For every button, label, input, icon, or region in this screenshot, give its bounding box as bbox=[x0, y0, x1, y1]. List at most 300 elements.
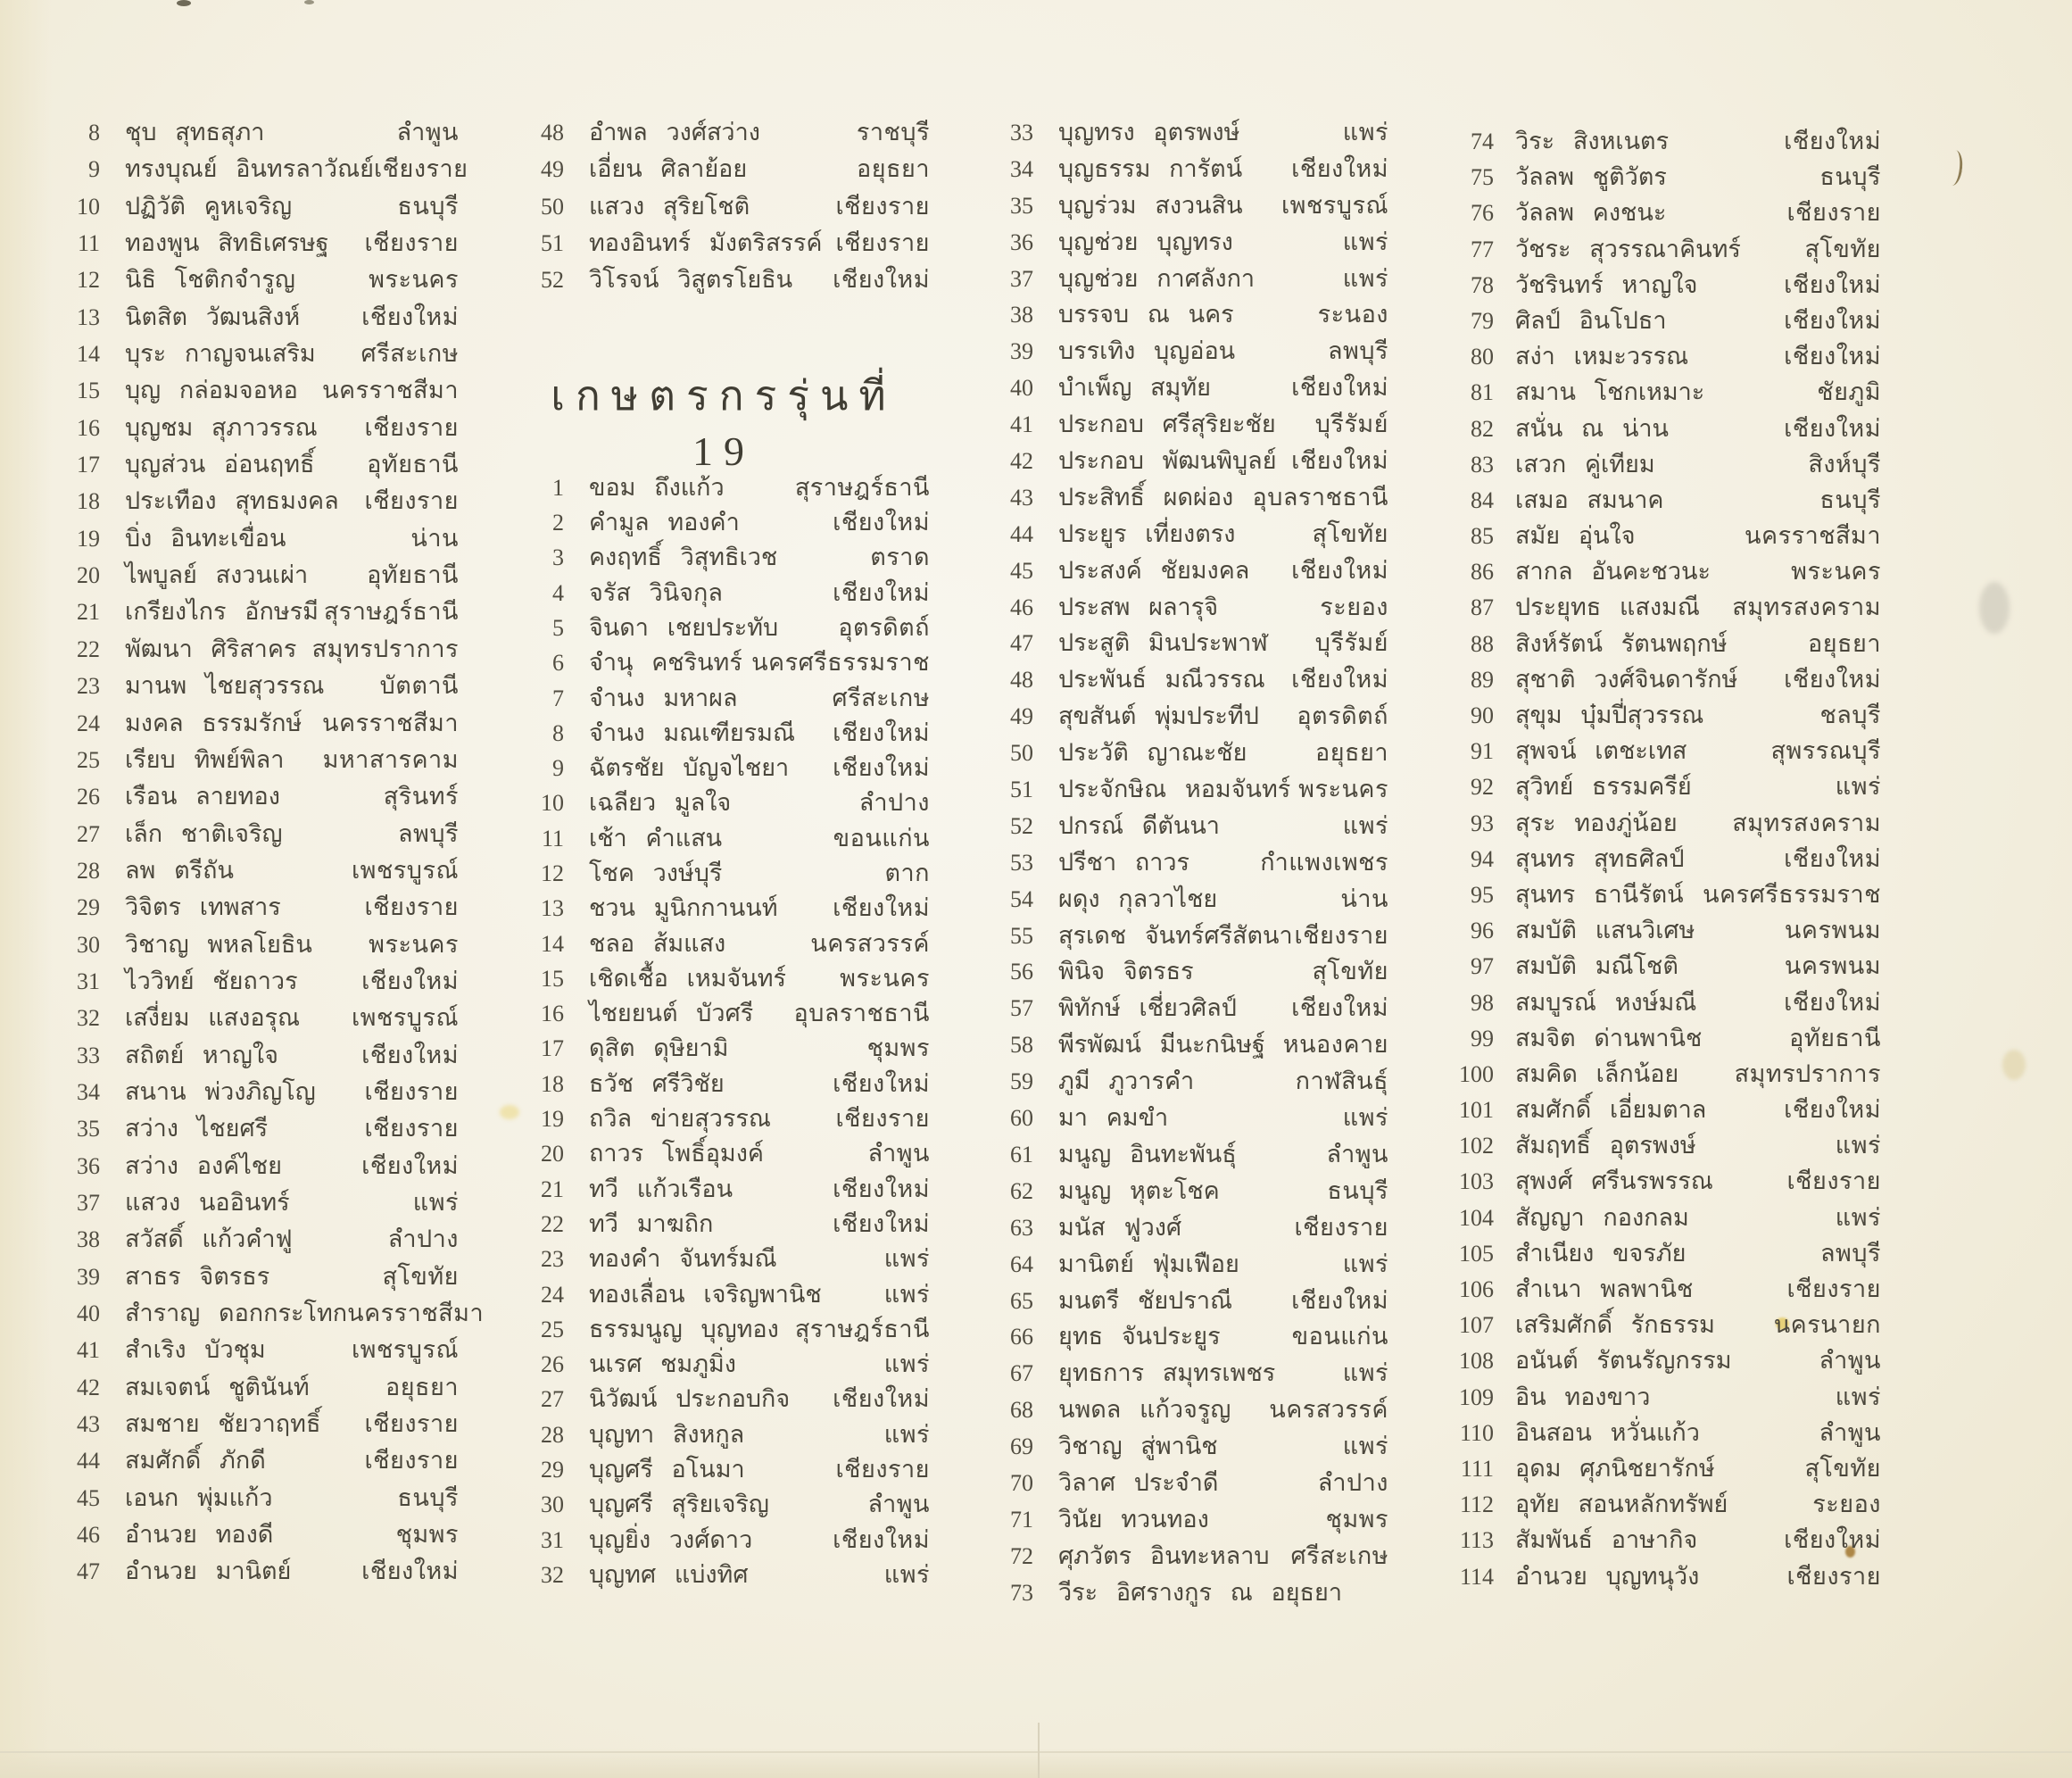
entry-number: 46 bbox=[1010, 594, 1033, 620]
list-item bbox=[980, 1574, 1388, 1611]
entry-name: ลพ ตรีถัน bbox=[125, 856, 234, 884]
list-item bbox=[1444, 231, 1881, 267]
entry-name: ชลอ ส้มแสง bbox=[589, 929, 726, 957]
entry-province: สมุทรสงคราม bbox=[1732, 594, 1881, 621]
entry-province: นครศรีธรรมราช bbox=[1703, 880, 1881, 908]
entry-name: ทวี มาฆถิก bbox=[589, 1209, 714, 1237]
entry-number: 2 bbox=[552, 510, 564, 536]
list-item bbox=[1444, 374, 1881, 410]
list-item bbox=[980, 261, 1388, 297]
entry-province: ราชบุรี bbox=[856, 119, 930, 145]
list-item bbox=[59, 889, 459, 926]
list-item bbox=[59, 1221, 459, 1258]
entry-number: 19 bbox=[77, 525, 100, 552]
list-item bbox=[518, 262, 930, 298]
list-item bbox=[59, 963, 459, 1000]
entry-number: 25 bbox=[77, 746, 100, 773]
list-item bbox=[59, 1000, 459, 1036]
entry-number: 63 bbox=[1010, 1214, 1033, 1241]
entry-name: พัฒนา ศิริสาคร bbox=[125, 635, 297, 662]
entry-name: สำเนา พลพานิช bbox=[1515, 1275, 1694, 1302]
entry-name: มานพ ไชยสุวรรณ bbox=[125, 672, 325, 700]
entry-name: อินสอน หวั่นแก้ว bbox=[1515, 1418, 1700, 1446]
entry-province: เชียงใหม่ bbox=[1784, 270, 1881, 298]
list-item bbox=[1444, 661, 1881, 697]
entry-number: 5 bbox=[552, 614, 564, 641]
list-item bbox=[59, 1369, 459, 1406]
entry-number: 30 bbox=[77, 931, 100, 958]
entry-number: 21 bbox=[541, 1176, 564, 1202]
entry-number: 87 bbox=[1471, 594, 1494, 621]
entry-number: 13 bbox=[541, 895, 564, 922]
entry-name: ปรีชา ถาวร bbox=[1058, 848, 1190, 876]
entry-name: ธวัช ศรีวิชัย bbox=[589, 1069, 725, 1097]
list-item bbox=[980, 661, 1388, 698]
list-item bbox=[59, 1442, 459, 1479]
entry-province: แพร่ bbox=[1835, 1203, 1881, 1231]
entry-province: นครราชสีมา bbox=[1745, 522, 1881, 550]
entry-province: นครศรีธรรมราช bbox=[751, 649, 930, 677]
entry-name: บุญทา สิงหกูล bbox=[589, 1420, 745, 1448]
list-item bbox=[518, 1523, 930, 1558]
entry-number: 19 bbox=[541, 1106, 564, 1133]
entry-province: แพร่ bbox=[1342, 1359, 1388, 1387]
entry-number: 105 bbox=[1459, 1240, 1494, 1267]
list-item bbox=[59, 1480, 459, 1516]
list-item bbox=[59, 151, 468, 187]
entry-province: เชียงราย bbox=[835, 229, 930, 257]
entry-province: หนองคาย bbox=[1282, 1031, 1388, 1059]
entry-number: 83 bbox=[1471, 451, 1494, 478]
entry-number: 40 bbox=[1010, 375, 1033, 402]
list-item bbox=[980, 479, 1388, 516]
list-item bbox=[1444, 482, 1881, 518]
entry-name: ขอม ถึงแก้ว bbox=[589, 473, 725, 501]
entry-number: 51 bbox=[541, 230, 564, 257]
list-item bbox=[1444, 733, 1881, 769]
entry-province: พระนคร bbox=[369, 930, 459, 958]
entry-number: 97 bbox=[1471, 953, 1494, 980]
entry-number: 18 bbox=[77, 488, 100, 515]
entry-name: ชวน มูนิกกานนท์ bbox=[589, 894, 778, 922]
entry-number: 51 bbox=[1010, 777, 1033, 803]
entry-province: เชียงราย bbox=[835, 1456, 930, 1483]
entry-name: วัชรินทร์ หาญใจ bbox=[1515, 270, 1698, 298]
entry-name: ไพบูลย์ สงวนเผ่า bbox=[125, 561, 309, 589]
entry-number: 90 bbox=[1471, 702, 1494, 728]
entry-number: 48 bbox=[1010, 667, 1033, 694]
list-item bbox=[980, 114, 1388, 151]
entry-number: 82 bbox=[1471, 415, 1494, 442]
entry-number: 55 bbox=[1010, 922, 1033, 949]
list-item bbox=[59, 1037, 459, 1074]
entry-number: 73 bbox=[1010, 1579, 1033, 1606]
entry-name: นิวัฒน์ ประกอบกิจ bbox=[589, 1385, 791, 1413]
scan-speck bbox=[304, 0, 314, 4]
entry-name: อำนวย มานิตย์ bbox=[125, 1558, 292, 1585]
entry-name: ประสูติ มินประพาฬ bbox=[1058, 629, 1268, 657]
entry-number: 28 bbox=[541, 1421, 564, 1448]
list-item bbox=[518, 540, 930, 575]
list-item bbox=[1444, 518, 1881, 553]
entry-name: ประจักษิณ หอมจันทร์ bbox=[1058, 776, 1291, 803]
entry-province: เชียงใหม่ bbox=[833, 719, 930, 746]
list-item bbox=[59, 1553, 459, 1590]
list-item bbox=[1444, 626, 1881, 661]
entry-number: 1 bbox=[552, 474, 564, 501]
entry-number: 8 bbox=[88, 120, 100, 145]
entry-province: ลพบุรี bbox=[398, 819, 459, 847]
entry-province: เชียงใหม่ bbox=[361, 967, 459, 994]
name-list-column-2 bbox=[518, 114, 930, 1592]
entry-number: 27 bbox=[77, 820, 100, 847]
entry-province: เชียงใหม่ bbox=[1784, 1526, 1881, 1554]
paper-stain bbox=[1979, 582, 2010, 634]
list-item bbox=[980, 1026, 1388, 1063]
list-item bbox=[518, 1558, 930, 1592]
entry-province: กำแพงเพชร bbox=[1260, 848, 1388, 876]
entry-number: 42 bbox=[1010, 448, 1033, 475]
entry-number: 35 bbox=[77, 1116, 100, 1142]
entry-province: เชียงใหม่ bbox=[833, 578, 930, 606]
entry-number: 33 bbox=[77, 1042, 100, 1068]
list-item bbox=[980, 589, 1388, 626]
list-item bbox=[518, 1067, 930, 1101]
entry-province: อุตรดิตถ์ bbox=[838, 613, 930, 641]
list-item bbox=[518, 996, 930, 1031]
entry-name: มานิตย์ ฟุ่มเฟือย bbox=[1058, 1250, 1239, 1277]
entry-province: แพร่ bbox=[883, 1245, 930, 1273]
entry-number: 52 bbox=[1010, 812, 1033, 839]
entry-number: 13 bbox=[77, 303, 100, 330]
entry-name: อิน ทองขาว bbox=[1515, 1383, 1651, 1410]
entry-number: 103 bbox=[1459, 1168, 1494, 1195]
entry-name: สนาน พ่วงภิญโญ bbox=[125, 1077, 316, 1105]
list-item bbox=[518, 1172, 930, 1207]
entry-name: เล็ก ชาติเจริญ bbox=[125, 819, 283, 847]
entry-name: สถิตย์ หาญใจ bbox=[125, 1041, 278, 1068]
entry-name: ประวัติ ญาณะชัย bbox=[1058, 739, 1247, 767]
entry-province: ลพบุรี bbox=[1820, 1239, 1881, 1267]
entry-name: บำเพ็ญ สมุทัย bbox=[1058, 374, 1211, 402]
entry-number: 47 bbox=[1010, 630, 1033, 657]
list-item bbox=[59, 631, 459, 668]
list-item bbox=[1444, 1379, 1881, 1415]
entry-number: 27 bbox=[541, 1386, 564, 1413]
entry-number: 108 bbox=[1459, 1348, 1494, 1375]
entry-province: สุรินทร์ bbox=[383, 783, 459, 810]
entry-province: สุโขทัย bbox=[1312, 519, 1388, 547]
list-item bbox=[980, 844, 1388, 881]
entry-name: สนั่น ณ น่าน bbox=[1515, 414, 1670, 442]
entry-province: ลำพูน bbox=[867, 1491, 930, 1518]
entry-number: 61 bbox=[1010, 1141, 1033, 1167]
entry-name: สากล อันคะชวนะ bbox=[1515, 558, 1711, 586]
entry-number: 93 bbox=[1471, 810, 1494, 836]
entry-number: 45 bbox=[77, 1484, 100, 1511]
entry-number: 21 bbox=[77, 599, 100, 626]
list-item bbox=[1444, 948, 1881, 984]
entry-number: 91 bbox=[1471, 738, 1494, 765]
list-item bbox=[980, 1501, 1388, 1538]
entry-province: แพร่ bbox=[1835, 773, 1881, 801]
entry-province: อุทัยธานี bbox=[367, 451, 459, 478]
entry-name: ผดุง กุลวาไชย bbox=[1058, 885, 1218, 912]
list-item bbox=[518, 1382, 930, 1417]
entry-province: สมุทรปราการ bbox=[1734, 1059, 1881, 1087]
entry-number: 49 bbox=[1010, 703, 1033, 730]
entry-province: ธนบุรี bbox=[397, 1483, 459, 1511]
list-item bbox=[980, 151, 1388, 187]
list-item bbox=[518, 856, 930, 891]
name-list-rows bbox=[518, 114, 930, 299]
entry-province: เชียงราย bbox=[835, 192, 930, 220]
entry-name: จำนุ คชรินทร์ bbox=[589, 649, 742, 677]
entry-name: ธรรมนูญ บุญทอง bbox=[589, 1315, 779, 1342]
list-item bbox=[518, 114, 930, 151]
entry-number: 41 bbox=[1010, 411, 1033, 438]
list-item bbox=[980, 516, 1388, 553]
entry-number: 4 bbox=[552, 579, 564, 606]
entry-number: 34 bbox=[77, 1078, 100, 1105]
entry-number: 92 bbox=[1471, 774, 1494, 801]
list-item bbox=[518, 785, 930, 820]
entry-name: สำเนียง ขจรภัย bbox=[1515, 1239, 1687, 1267]
list-item bbox=[980, 771, 1388, 808]
entry-number: 78 bbox=[1471, 271, 1494, 298]
entry-province: อยุธยา bbox=[1315, 739, 1388, 767]
entry-name: ไชยยนต์ บัวศรี bbox=[589, 1000, 754, 1027]
entry-number: 29 bbox=[541, 1457, 564, 1483]
entry-number: 112 bbox=[1459, 1491, 1494, 1518]
entry-number: 8 bbox=[552, 719, 564, 746]
list-item bbox=[518, 645, 930, 680]
name-list-rows bbox=[518, 470, 930, 1593]
entry-province: เชียงใหม่ bbox=[833, 1385, 930, 1413]
name-list-column-1 bbox=[59, 114, 485, 1591]
list-item bbox=[980, 625, 1388, 661]
entry-name: สมัย อุ่นใจ bbox=[1515, 522, 1636, 550]
list-item bbox=[59, 816, 459, 852]
list-item bbox=[518, 151, 930, 187]
entry-name: เสงี่ยม แสงอรุณ bbox=[125, 1004, 301, 1032]
entry-name: ดุสิต ดุษิยามิ bbox=[589, 1034, 729, 1062]
entry-province: นครพนม bbox=[1784, 917, 1881, 944]
entry-name: ไววิทย์ ชัยถาวร bbox=[125, 967, 298, 994]
entry-province: พระนคร bbox=[840, 964, 930, 992]
entry-province: เชียงใหม่ bbox=[1784, 414, 1881, 442]
entry-number: 20 bbox=[77, 562, 100, 589]
list-item bbox=[518, 611, 930, 645]
entry-province: สุพรรณบุรี bbox=[1770, 737, 1881, 765]
entry-province: นครสวรรค์ bbox=[810, 929, 930, 957]
entry-province: เชียงใหม่ bbox=[1291, 666, 1388, 694]
list-item bbox=[980, 187, 1388, 224]
entry-province: มหาสารคาม bbox=[322, 745, 459, 773]
entry-number: 31 bbox=[541, 1526, 564, 1553]
list-item bbox=[518, 1136, 930, 1171]
entry-province: ตาก bbox=[884, 859, 930, 886]
list-item bbox=[518, 1347, 930, 1382]
entry-name: บรรเทิง บุญอ่อน bbox=[1058, 337, 1236, 365]
entry-name: ประสิทธิ์ ผดผ่อง bbox=[1058, 483, 1234, 511]
entry-name: ประสพ ผลารุจิ bbox=[1058, 593, 1219, 620]
entry-province: สุโขทัย bbox=[1312, 958, 1388, 985]
entry-province: แพร่ bbox=[883, 1350, 930, 1378]
entry-province: เชียงราย bbox=[364, 413, 459, 441]
entry-name: จำนง มหาผล bbox=[589, 684, 738, 711]
entry-name: นเรศ ชมภูมิ่ง bbox=[589, 1350, 736, 1378]
list-item bbox=[518, 716, 930, 751]
entry-number: 12 bbox=[541, 860, 564, 886]
entry-name: สุนทร สุทธศิลป์ bbox=[1515, 844, 1685, 872]
entry-name: บุญยิ่ง วงศ์ดาว bbox=[589, 1525, 753, 1553]
list-item bbox=[518, 1277, 930, 1312]
entry-province: เชียงราย bbox=[1294, 1213, 1388, 1241]
page-edge-left bbox=[0, 0, 52, 1778]
entry-name: ทองอินทร์ มังตริสรรค์ bbox=[589, 229, 823, 257]
entry-number: 46 bbox=[77, 1522, 100, 1549]
entry-province: อยุธยา bbox=[1808, 629, 1881, 657]
entry-province: สุราษฎร์ธานี bbox=[794, 1315, 930, 1342]
list-item bbox=[518, 1452, 930, 1487]
entry-province: น่าน bbox=[1340, 885, 1388, 912]
entry-name: อำนวย บุญทนุวัง bbox=[1515, 1562, 1700, 1590]
entry-number: 15 bbox=[541, 965, 564, 992]
list-item bbox=[59, 336, 459, 372]
entry-number: 14 bbox=[77, 341, 100, 368]
entry-province: เชียงใหม่ bbox=[1291, 447, 1388, 475]
section-title: เกษตรกรรุ่นที่ 19 bbox=[551, 372, 897, 474]
list-item bbox=[59, 1148, 459, 1184]
list-item bbox=[980, 808, 1388, 844]
entry-name: มนัส ฟูวงศ์ bbox=[1058, 1213, 1182, 1241]
entry-number: 15 bbox=[77, 378, 100, 404]
entry-province: ลำพูน bbox=[1819, 1418, 1881, 1446]
entry-number: 39 bbox=[1010, 338, 1033, 365]
entry-name: สุพจน์ เตชะเทส bbox=[1515, 737, 1687, 765]
entry-name: วิลาศ ประจำดี bbox=[1058, 1468, 1219, 1496]
list-item bbox=[980, 1392, 1388, 1428]
entry-name: สุขสันต์ พุ่มประทีป bbox=[1058, 702, 1259, 730]
entry-number: 32 bbox=[77, 1005, 100, 1032]
entry-province: ขอนแก่น bbox=[833, 824, 930, 852]
entry-province: เชียงใหม่ bbox=[1784, 844, 1881, 872]
entry-number: 94 bbox=[1471, 845, 1494, 872]
list-item bbox=[1444, 1271, 1881, 1307]
entry-name: บุญทศ แบ่งทิศ bbox=[589, 1560, 749, 1588]
list-item bbox=[59, 520, 459, 557]
entry-province: พระนคร bbox=[369, 266, 459, 294]
entry-province: เพชรบูรณ์ bbox=[1280, 191, 1388, 219]
entry-province: แพร่ bbox=[1342, 1250, 1388, 1277]
list-item bbox=[980, 953, 1388, 990]
entry-province: เชียงราย bbox=[1786, 199, 1881, 227]
entry-number: 17 bbox=[77, 452, 100, 478]
entry-province: อยุธยา bbox=[385, 1373, 459, 1400]
entry-name: วัชระ สุวรรณาคินทร์ bbox=[1515, 235, 1741, 262]
entry-number: 50 bbox=[1010, 740, 1033, 767]
entry-number: 32 bbox=[541, 1561, 564, 1588]
entry-province: แพร่ bbox=[1342, 228, 1388, 255]
entry-name: มนูญ อินทะพันธุ์ bbox=[1058, 1140, 1237, 1167]
entry-province: แพร่ bbox=[1342, 264, 1388, 292]
list-item bbox=[980, 1100, 1388, 1136]
entry-name: ประพันธ์ มณีวรรณ bbox=[1058, 666, 1265, 694]
entry-number: 95 bbox=[1471, 881, 1494, 908]
list-item bbox=[980, 1173, 1388, 1209]
entry-province: ธนบุรี bbox=[397, 192, 459, 220]
entry-number: 89 bbox=[1471, 666, 1494, 693]
entry-name: มนูญ หุตะโชค bbox=[1058, 1176, 1220, 1204]
page-crease bbox=[1038, 1723, 1040, 1778]
list-item bbox=[1444, 1486, 1881, 1522]
entry-name: สมบูรณ์ หงษ์มณี bbox=[1515, 988, 1697, 1016]
entry-name: ศุภวัตร อินทะหลาบ bbox=[1058, 1541, 1270, 1569]
entry-number: 58 bbox=[1010, 1032, 1033, 1059]
entry-number: 36 bbox=[77, 1152, 100, 1179]
entry-name: ฉัตรชัย บัญจไชยา bbox=[589, 754, 790, 782]
entry-number: 76 bbox=[1471, 200, 1494, 227]
entry-province: อุทัยธานี bbox=[1789, 1024, 1881, 1051]
entry-name: อำนวย ทองดี bbox=[125, 1521, 274, 1549]
entry-name: สำเริง บัวชุม bbox=[125, 1336, 266, 1364]
list-item bbox=[1444, 195, 1881, 230]
entry-name: วิชาญ สู่พานิช bbox=[1058, 1433, 1218, 1460]
list-item bbox=[1444, 912, 1881, 948]
list-item bbox=[59, 1516, 459, 1553]
entry-province: เชียงราย bbox=[364, 1077, 459, 1105]
entry-name: บิ่ง อินทะเขื่อน bbox=[125, 524, 286, 552]
list-item bbox=[59, 852, 459, 889]
entry-name: บุญช่วย กาศลังกา bbox=[1058, 264, 1256, 292]
list-item bbox=[59, 742, 459, 778]
entry-name: สำราญ ดอกกระโทก bbox=[125, 1300, 348, 1326]
entry-province: แพร่ bbox=[883, 1560, 930, 1588]
entry-name: ทวี แก้วเรือน bbox=[589, 1175, 733, 1202]
list-item bbox=[518, 1242, 930, 1276]
entry-province: ศรีสะเกษ bbox=[1290, 1541, 1388, 1569]
list-item bbox=[518, 188, 930, 225]
list-item bbox=[1444, 446, 1881, 482]
list-item bbox=[518, 1417, 930, 1452]
name-list-rows bbox=[1444, 123, 1881, 1594]
entry-number: 107 bbox=[1459, 1312, 1494, 1339]
list-item bbox=[1444, 1450, 1881, 1486]
entry-name: ทองพูน สิทธิเศรษฐ bbox=[125, 229, 329, 257]
entry-number: 26 bbox=[77, 784, 100, 810]
entry-province: เชียงใหม่ bbox=[833, 754, 930, 782]
entry-province: อุทัยธานี bbox=[367, 561, 459, 589]
entry-number: 64 bbox=[1010, 1250, 1033, 1277]
entry-province: เชียงราย bbox=[373, 155, 468, 183]
list-item bbox=[980, 735, 1388, 771]
name-list-rows bbox=[59, 114, 485, 1591]
entry-province: ลำพูน bbox=[1326, 1140, 1388, 1167]
entry-number: 71 bbox=[1010, 1506, 1033, 1533]
entry-province: เชียงใหม่ bbox=[833, 509, 930, 536]
entry-name: เสริมศักดิ์ รักธรรม bbox=[1515, 1311, 1715, 1339]
entry-province: กาฬสินธุ์ bbox=[1295, 1068, 1388, 1095]
paper-stain bbox=[500, 1105, 519, 1119]
entry-number: 109 bbox=[1459, 1383, 1494, 1410]
list-item bbox=[1444, 1020, 1881, 1056]
list-item bbox=[59, 225, 459, 262]
entry-province: อยุธยา bbox=[857, 155, 930, 183]
entry-province: เชียงราย bbox=[1786, 1562, 1881, 1590]
entry-number: 24 bbox=[541, 1281, 564, 1308]
entry-province: เชียงใหม่ bbox=[1291, 154, 1388, 182]
